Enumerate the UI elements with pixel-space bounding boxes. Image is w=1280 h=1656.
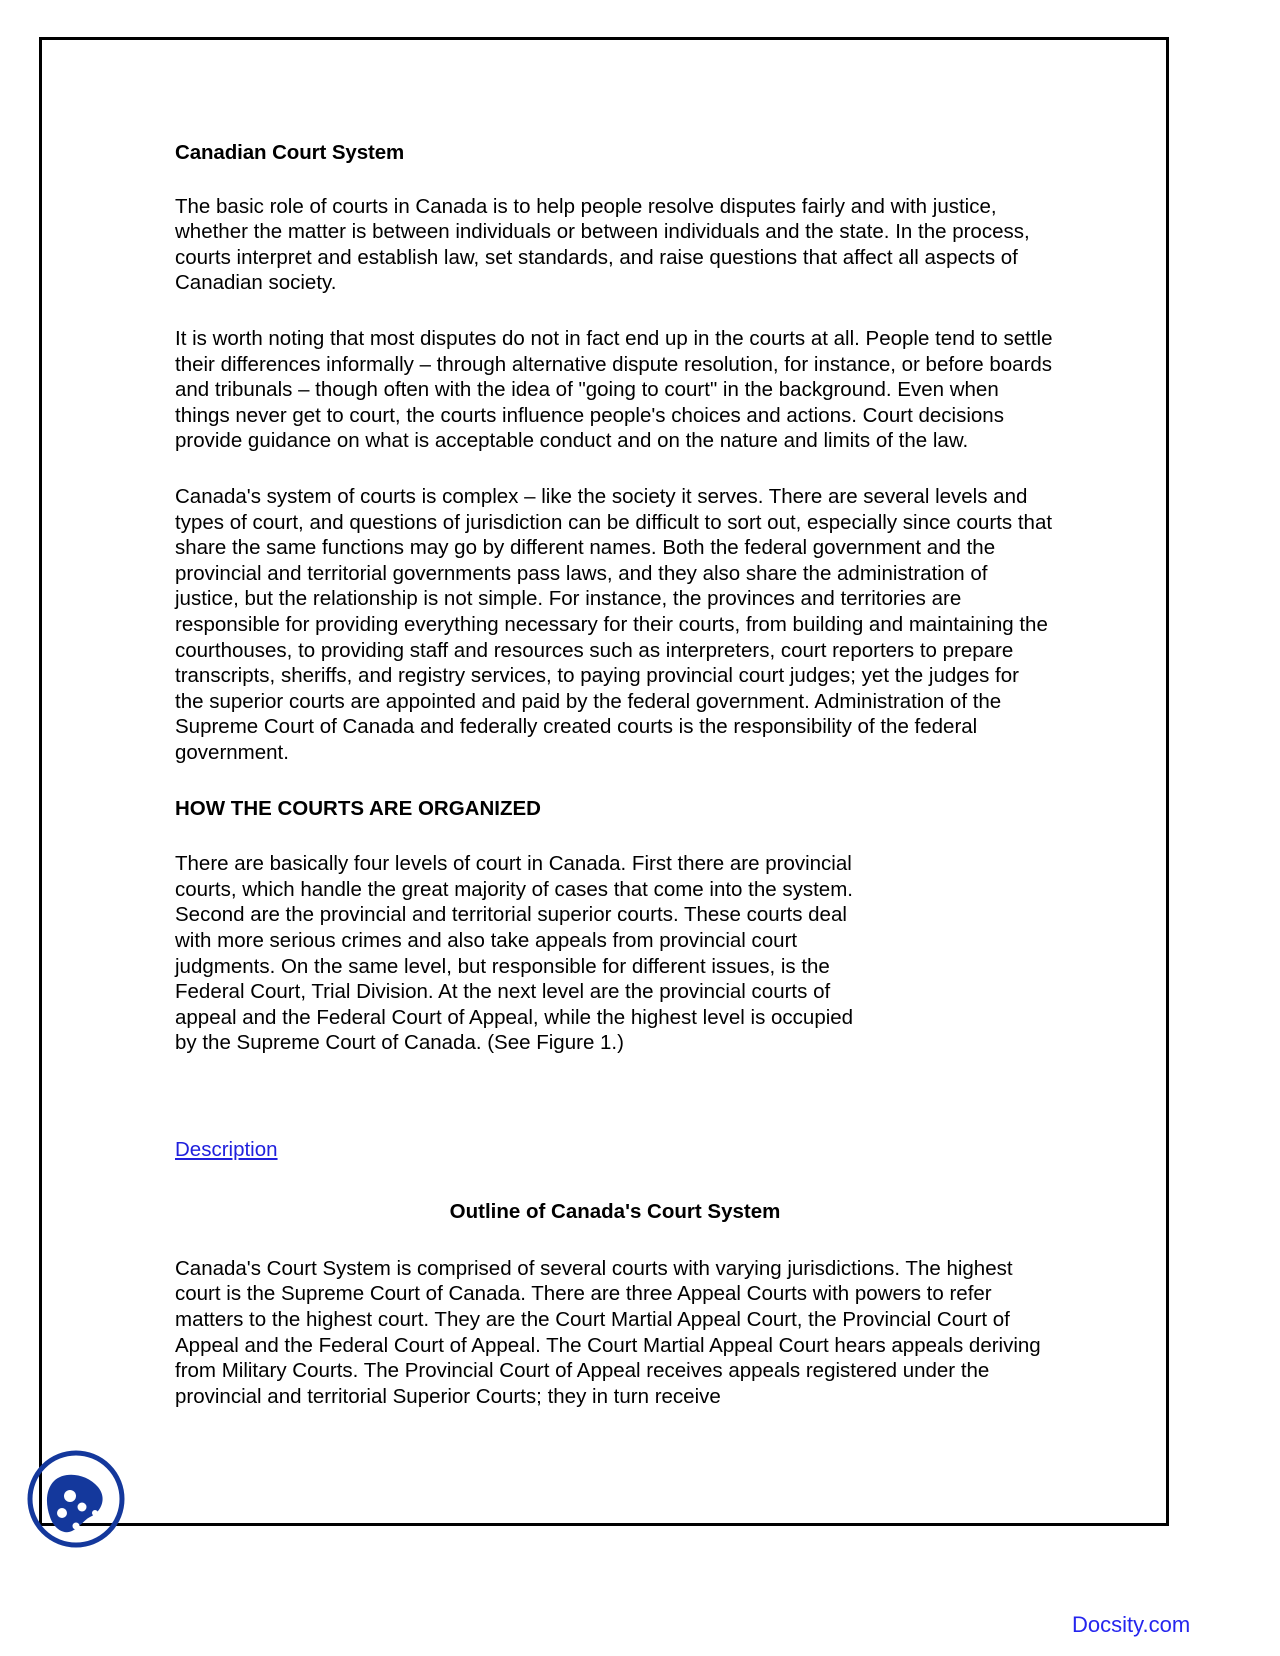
page-title: Canadian Court System [175, 141, 405, 164]
paragraph-outline-description: Canada's Court System is comprised of several courts with varying jurisdictions. The highest court is the Supreme Court of Canada. There are three Appeal Courts with powers to refer matters to the highest court. They are the Court Martial Appeal Court, the Provincial Court of Appeal and the Federal Court of Appeal. The Court Martial Appeal Court hears appeals deriving from Military Courts. The Provincial Court of Appeal receives appeals registered under the provincial and territorial Superior Courts; they in turn receive [175, 1256, 1041, 1408]
docsity-watermark: Docsity.com [1072, 1612, 1191, 1637]
paragraph-four-levels: There are basically four levels of court in Canada. First there are provincial courts, which handle the great majority of cases that come into the system. Second are the provincial and territorial superior courts. These courts deal with more serious crimes and also take appeals from provincial court judgments. On the same level, but responsible for different issues, is the Federal Court, Trial Division. At the next level are the provincial courts of appeal and the Federal Court of Appeal, while the highest level is occupied by the Supreme Court of Canada. (See Figure 1.) [175, 852, 854, 1055]
docsity-logo [24, 1447, 128, 1551]
outline-heading: Outline of Canada's Court System [449, 1199, 781, 1223]
spacer [175, 1086, 1055, 1138]
paragraph-basic-role: The basic role of courts in Canada is to help people resolve disputes fairly and with justice, whether the matter is between individuals or between individuals and the state. In the process, courts interpret and establish law, set standards, and raise questions that affect all aspects of Canadian society. [175, 194, 1030, 295]
description-link[interactable]: Description [175, 1137, 278, 1161]
paragraph-system-complex: Canada's system of courts is complex – like the society it serves. There are several levels and types of court, and questions of jurisdiction can be difficult to sort out, especially since courts that share the same functions may go by different names. Both the federal government and the provincial and territorial governments pass laws, and they also share the administration of justice, but the relationship is not simple. For instance, the provinces and territories are responsible for providing everything necessary for their courts, from building and maintaining the courthouses, to providing staff and resources such as interpreters, court reporters to prepare transcripts, sheriffs, and registry services, to paying provincial court judges; yet the judges for the superior courts are appointed and paid by the federal government. Administration of the Supreme Court of Canada and federally created courts is the responsibility of the federal government. [175, 484, 1053, 764]
section-heading-how-courts-organized: HOW THE COURTS ARE ORGANIZED [175, 796, 541, 820]
paragraph-most-disputes: It is worth noting that most disputes do not in fact end up in the courts at all. People tend to settle their differences informally – through alternative dispute resolution, for instance, or before boards and tribunals – though often with the idea of "going to court" in the background. Even when things never get to court, the courts influence people's choices and actions. Court decisions provide guidance on what is acceptable conduct and on the nature and limits of the law. [175, 327, 1053, 453]
page-sheet [39, 37, 1169, 1526]
document-content [175, 140, 1055, 1439]
description-link-row [175, 1138, 1055, 1162]
